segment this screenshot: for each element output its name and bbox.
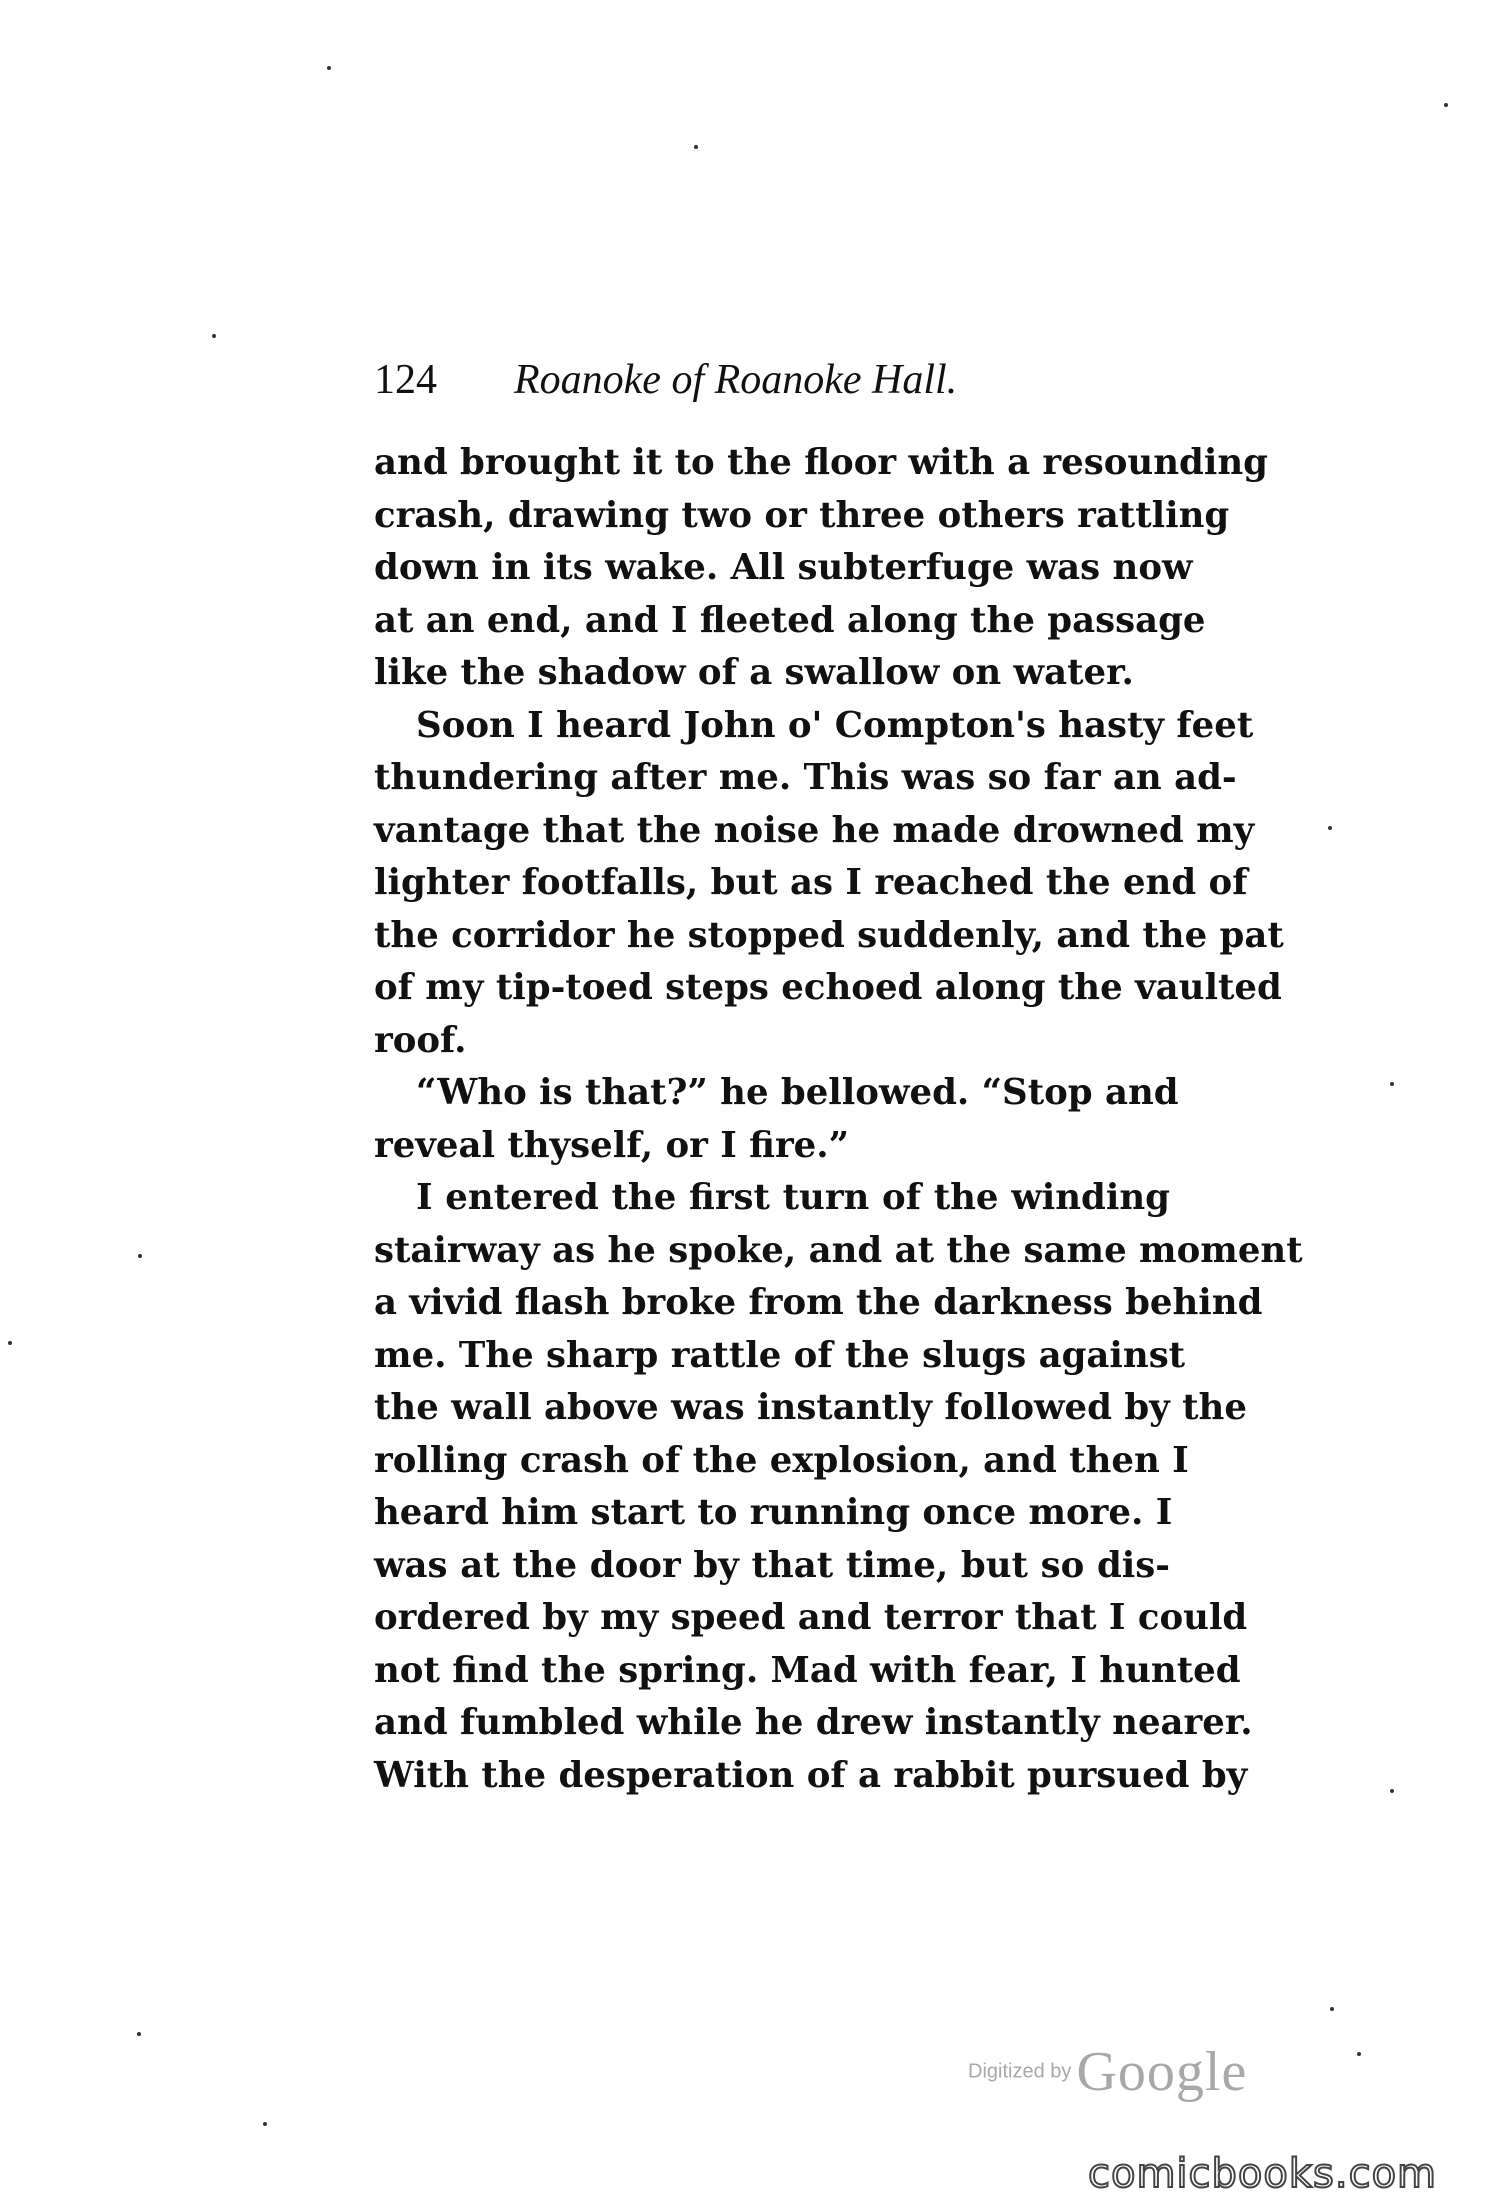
text-line: at an end, and I fleeted along the passage bbox=[374, 599, 1206, 641]
text-line: was at the door by that time, but so dis- bbox=[374, 1544, 1170, 1586]
running-header bbox=[374, 350, 1174, 410]
scan-speck bbox=[212, 334, 216, 338]
text-line: a vivid flash broke from the darkness behind bbox=[374, 1282, 1263, 1323]
text-line: heard him start to running once more. I bbox=[374, 1492, 1173, 1533]
text-line: crash, drawing two or three others rattling bbox=[374, 494, 1230, 536]
text-line: ordered by my speed and terror that I could bbox=[374, 1597, 1248, 1638]
scan-speck bbox=[8, 1341, 12, 1345]
scan-speck bbox=[137, 2032, 141, 2036]
text-line: like the shadow of a swallow on water. bbox=[374, 652, 1134, 693]
page-number: 124 bbox=[374, 357, 437, 403]
text-line: lighter footfalls, but as I reached the end of bbox=[374, 862, 1248, 903]
text-line: the wall above was instantly followed by the bbox=[374, 1387, 1247, 1428]
scan-speck bbox=[1444, 103, 1448, 107]
text-line: roof. bbox=[374, 1019, 467, 1061]
scan-speck bbox=[1357, 2052, 1361, 2056]
body-text bbox=[374, 437, 1303, 1802]
scan-speck bbox=[263, 2122, 267, 2126]
site-watermark: comicbooks.com bbox=[1088, 2151, 1438, 2197]
scan-speck bbox=[1328, 826, 1332, 830]
scan-speck bbox=[1330, 2007, 1334, 2011]
scan-speck bbox=[1390, 1082, 1394, 1086]
text-line: vantage that the noise he made drowned my bbox=[374, 809, 1255, 851]
google-logo: Google bbox=[1076, 2041, 1248, 2103]
text-line: and brought it to the floor with a resounding bbox=[374, 442, 1268, 483]
text-line: thundering after me. This was so far an ad- bbox=[374, 757, 1237, 798]
paragraph-start-line: “Who is that?” he bellowed. “Stop and bbox=[416, 1072, 1179, 1113]
text-line: the corridor he stopped suddenly, and the pat bbox=[374, 914, 1284, 956]
text-line: stairway as he spoke, and at the same moment bbox=[374, 1229, 1303, 1271]
text-line: of my tip-toed steps echoed along the vaulted bbox=[374, 967, 1282, 1008]
digitized-label: Digitized by bbox=[968, 2060, 1072, 2083]
scan-speck bbox=[327, 66, 331, 70]
paragraph-start-line: Soon I heard John o' Compton's hasty feet bbox=[416, 704, 1254, 746]
text-line: down in its wake. All subterfuge was now bbox=[374, 547, 1193, 588]
text-line: With the desperation of a rabbit pursued by bbox=[374, 1754, 1248, 1796]
text-line: reveal thyself, or I fire.” bbox=[374, 1124, 850, 1166]
paragraph-start-line: I entered the first turn of the winding bbox=[416, 1177, 1170, 1218]
digitized-by-google-watermark bbox=[968, 2040, 1308, 2110]
scan-speck bbox=[1390, 1789, 1394, 1793]
scan-speck bbox=[694, 145, 698, 149]
scan-speck bbox=[138, 1254, 142, 1258]
text-line: and fumbled while he drew instantly nearer. bbox=[374, 1702, 1253, 1743]
text-line: not find the spring. Mad with fear, I hunted bbox=[374, 1649, 1241, 1691]
running-title: Roanoke of Roanoke Hall. bbox=[514, 357, 958, 403]
text-line: me. The sharp rattle of the slugs against bbox=[374, 1334, 1186, 1376]
text-line: rolling crash of the explosion, and then I bbox=[374, 1439, 1189, 1481]
